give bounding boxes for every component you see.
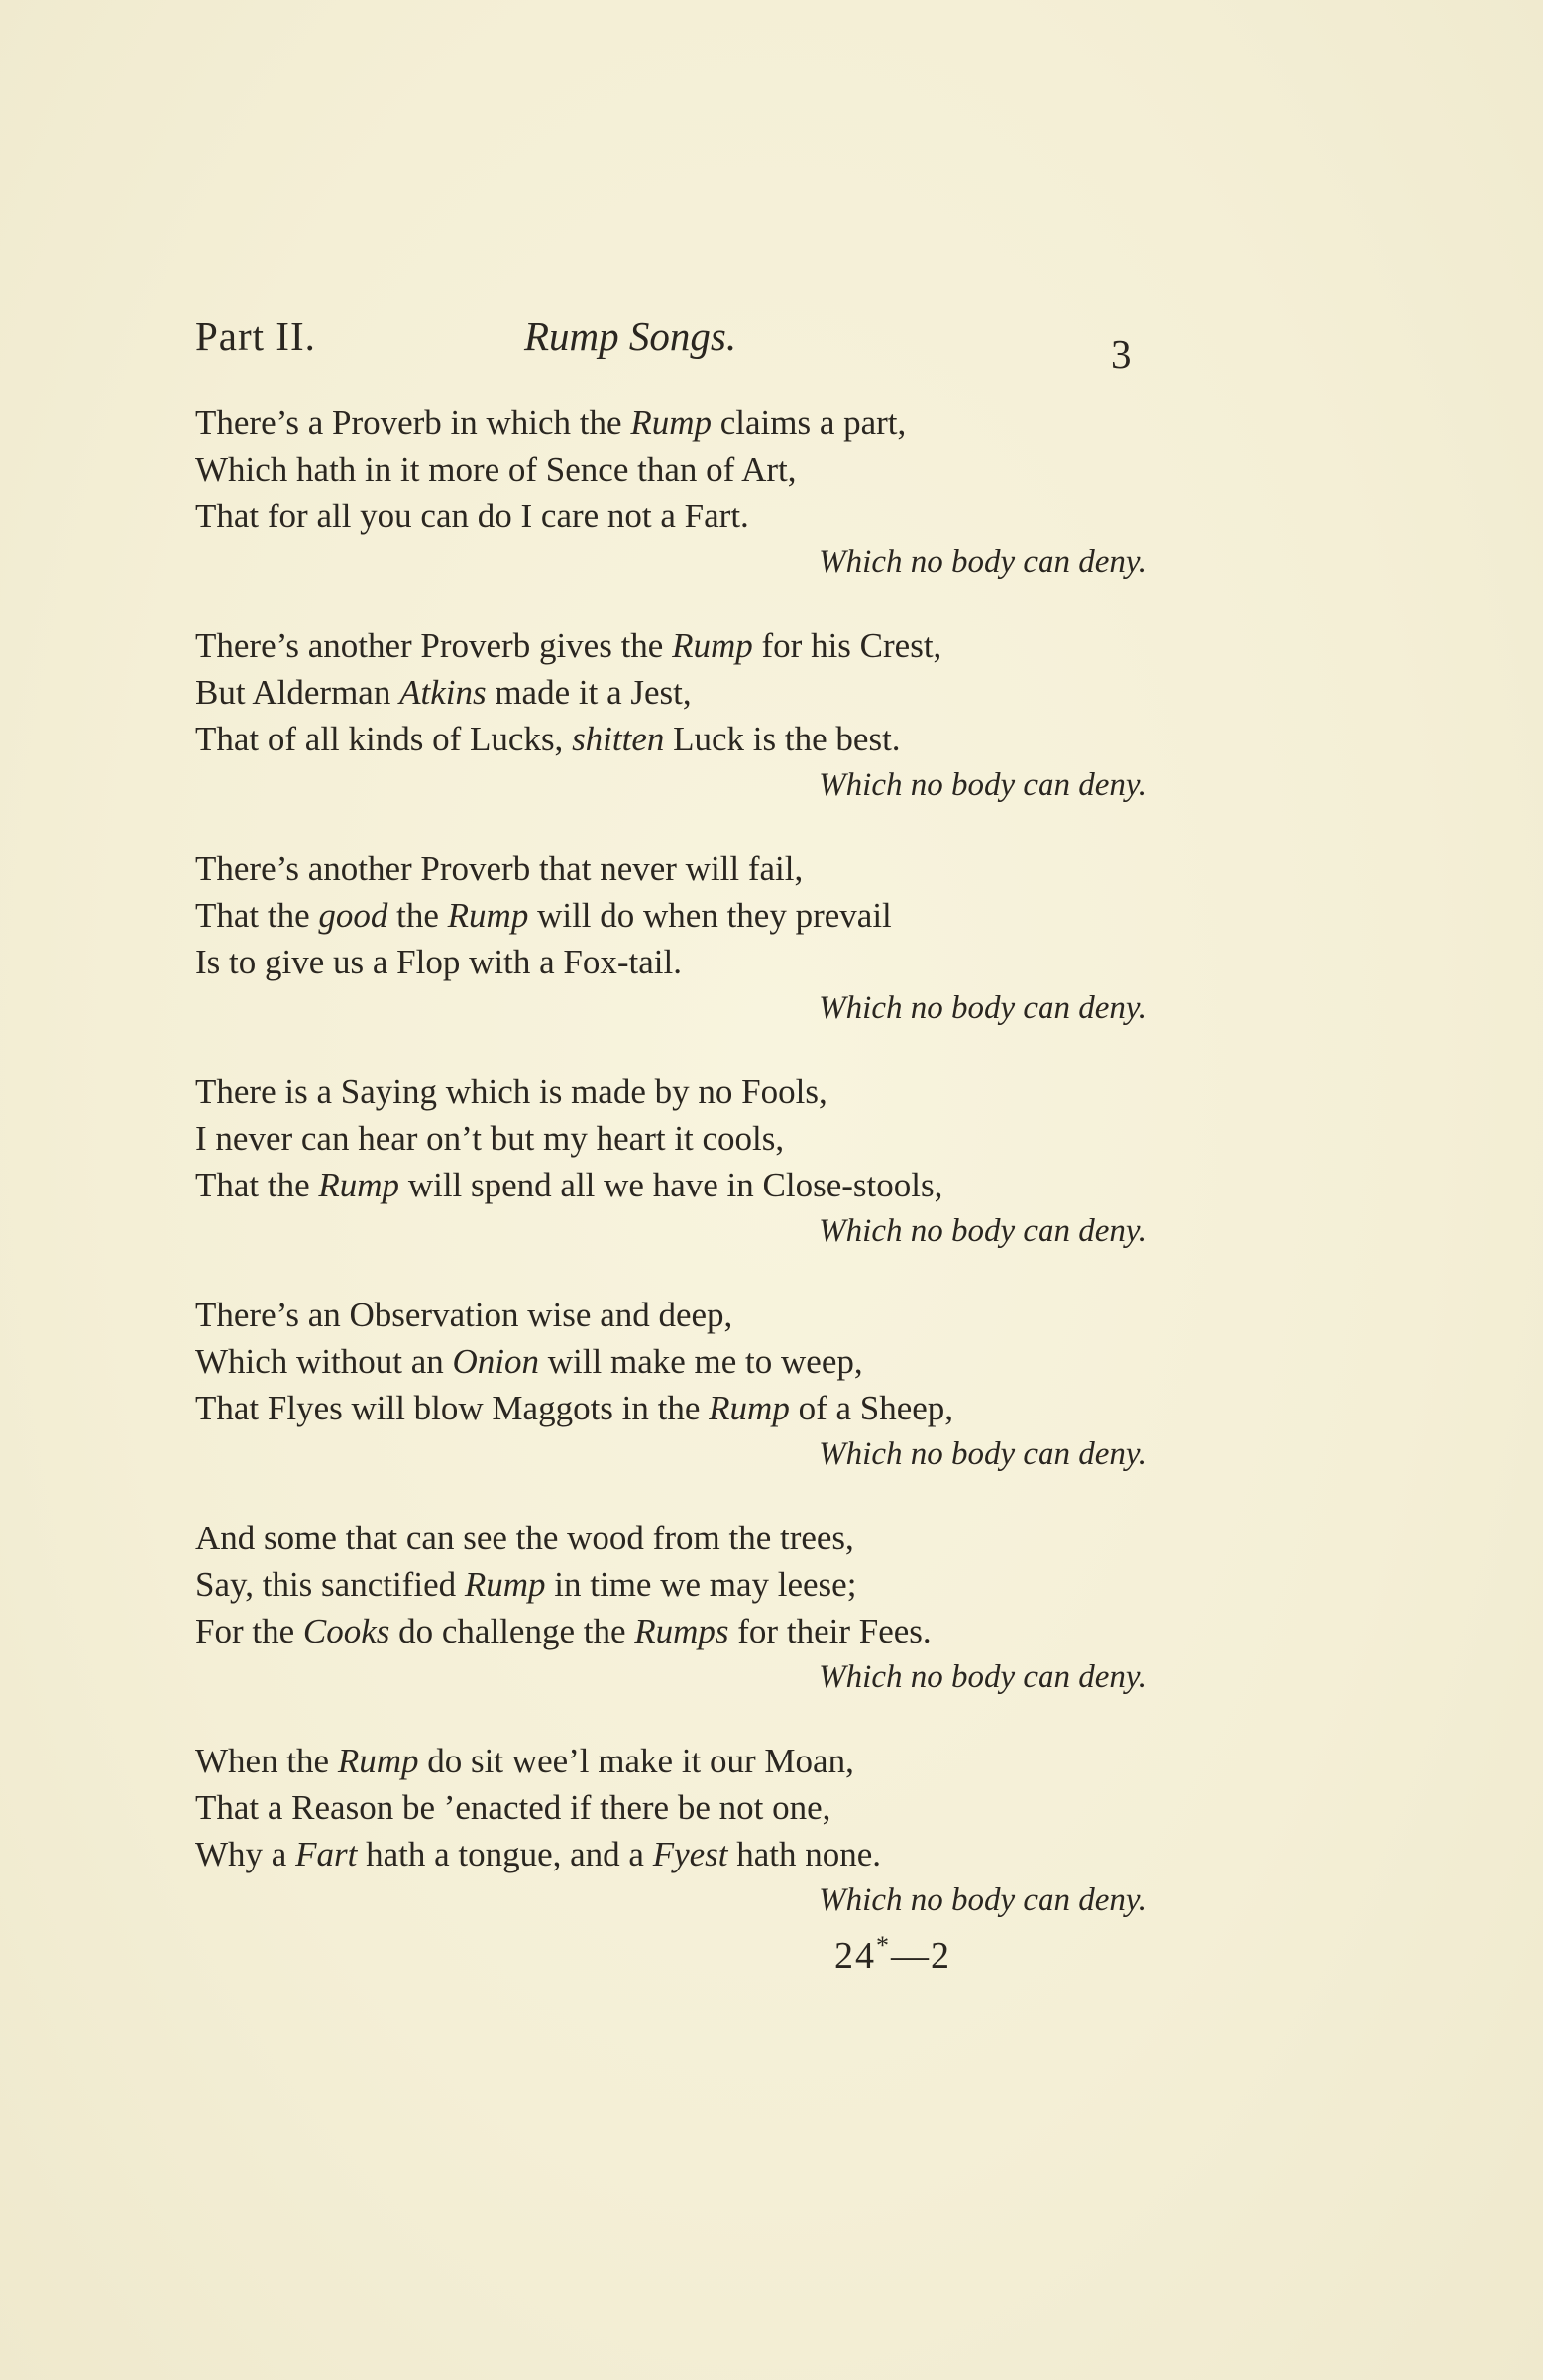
verse-text: of a Sheep, bbox=[789, 1389, 954, 1427]
verse-line bbox=[195, 1784, 1147, 1831]
verse-text: There’s an Observation wise and deep, bbox=[195, 1296, 733, 1334]
refrain-line bbox=[195, 1431, 1147, 1478]
page-number: 3 bbox=[1111, 331, 1132, 377]
stanza-1 bbox=[195, 399, 1147, 586]
verse-line bbox=[195, 1069, 1147, 1115]
verse-line bbox=[195, 716, 1147, 762]
signature-mark bbox=[834, 1931, 951, 1978]
stanza-2 bbox=[195, 623, 1147, 809]
italic-word: Onion bbox=[452, 1342, 540, 1381]
verse-text: But Alderman bbox=[195, 673, 400, 712]
verse-text: There is a Saying which is made by no Fools, bbox=[195, 1073, 827, 1111]
verse-line bbox=[195, 939, 1147, 985]
verse-line bbox=[195, 669, 1147, 716]
italic-word: shitten bbox=[572, 720, 665, 758]
italic-word: Rump bbox=[447, 896, 529, 935]
verse-text: There’s a Proverb in which the bbox=[195, 403, 631, 442]
verse-line bbox=[195, 1115, 1147, 1162]
verse-text: And some that can see the wood from the trees, bbox=[195, 1519, 854, 1557]
verse-line bbox=[195, 892, 1147, 939]
refrain-line bbox=[195, 1654, 1147, 1701]
verse-text: in time we may leese; bbox=[545, 1565, 857, 1604]
verse-text: Which hath in it more of Sence than of Art, bbox=[195, 450, 797, 489]
italic-word: Rump bbox=[464, 1565, 546, 1604]
refrain-line bbox=[195, 1208, 1147, 1255]
refrain-line bbox=[195, 762, 1147, 809]
verse-text: That the bbox=[195, 896, 319, 935]
running-header bbox=[195, 312, 1137, 377]
verse-text: will make me to weep, bbox=[539, 1342, 863, 1381]
italic-word: Rump bbox=[709, 1389, 790, 1427]
verse-text: the bbox=[387, 896, 448, 935]
verse-text: That for all you can do I care not a Fart. bbox=[195, 497, 749, 535]
refrain-line bbox=[195, 1877, 1147, 1924]
verse-text: There’s another Proverb gives the bbox=[195, 626, 673, 665]
verse-line bbox=[195, 399, 1147, 446]
verse-text: will do when they prevail bbox=[528, 896, 892, 935]
italic-word: Cooks bbox=[302, 1612, 390, 1650]
verse-line bbox=[195, 1515, 1147, 1561]
verse-text: That the bbox=[195, 1166, 319, 1204]
refrain-text: Which no body can deny. bbox=[819, 1659, 1147, 1695]
italic-word: Rump bbox=[337, 1742, 419, 1780]
stanza-5 bbox=[195, 1292, 1147, 1478]
verse-line bbox=[195, 1292, 1147, 1338]
stanza-3 bbox=[195, 846, 1147, 1032]
italic-word: good bbox=[318, 896, 388, 935]
verse-line bbox=[195, 846, 1147, 892]
verse-text: That Flyes will blow Maggots in the bbox=[195, 1389, 710, 1427]
verse-line bbox=[195, 1608, 1147, 1654]
part-label: Part II. bbox=[195, 313, 316, 359]
stanza-7 bbox=[195, 1738, 1147, 1924]
italic-word: Rump bbox=[672, 626, 753, 665]
refrain-text: Which no body can deny. bbox=[819, 990, 1147, 1026]
italic-word: Rump bbox=[630, 403, 712, 442]
refrain-line bbox=[195, 985, 1147, 1032]
verse-text: do challenge the bbox=[389, 1612, 635, 1650]
verse-text: Say, this sanctified bbox=[195, 1565, 465, 1604]
verse-text: There’s another Proverb that never will fail, bbox=[195, 850, 804, 888]
italic-word: Rumps bbox=[634, 1612, 729, 1650]
verse-text: When the bbox=[195, 1742, 338, 1780]
verse-line bbox=[195, 1561, 1147, 1608]
verse-line bbox=[195, 1385, 1147, 1431]
verse-line bbox=[195, 1162, 1147, 1208]
verse-line bbox=[195, 623, 1147, 669]
signature-number: 24 bbox=[834, 1935, 876, 1977]
italic-word: Fart bbox=[295, 1835, 358, 1873]
verse-text: Which without an bbox=[195, 1342, 453, 1381]
stanza-6 bbox=[195, 1515, 1147, 1701]
verse-text: Why a bbox=[195, 1835, 296, 1873]
refrain-line bbox=[195, 539, 1147, 586]
verse-text: hath a tongue, and a bbox=[357, 1835, 653, 1873]
verse-text: For the bbox=[195, 1612, 303, 1650]
refrain-text: Which no body can deny. bbox=[819, 1213, 1147, 1249]
signature-suffix: —2 bbox=[891, 1935, 951, 1977]
verse-line bbox=[195, 1338, 1147, 1385]
verse-line bbox=[195, 1831, 1147, 1877]
verse-text: for their Fees. bbox=[728, 1612, 932, 1650]
verse-text: do sit wee’l make it our Moan, bbox=[418, 1742, 854, 1780]
verse-text: made it a Jest, bbox=[486, 673, 692, 712]
verse-text: claims a part, bbox=[711, 403, 907, 442]
verse-line bbox=[195, 446, 1147, 493]
verse-text: Is to give us a Flop with a Fox-tail. bbox=[195, 943, 682, 981]
refrain-text: Which no body can deny. bbox=[819, 767, 1147, 803]
refrain-text: Which no body can deny. bbox=[819, 1882, 1147, 1918]
italic-word: Rump bbox=[318, 1166, 400, 1204]
verse-text: That a Reason be ’enacted if there be not one, bbox=[195, 1788, 831, 1827]
refrain-text: Which no body can deny. bbox=[819, 1436, 1147, 1472]
verse-text: I never can hear on’t but my heart it cools, bbox=[195, 1119, 785, 1158]
italic-word: Atkins bbox=[399, 673, 487, 712]
verse-text: will spend all we have in Close-stools, bbox=[399, 1166, 943, 1204]
verse-line bbox=[195, 1738, 1147, 1784]
stanza-4 bbox=[195, 1069, 1147, 1255]
refrain-text: Which no body can deny. bbox=[819, 544, 1147, 580]
signature-asterisk: * bbox=[876, 1931, 891, 1960]
italic-word: Fyest bbox=[652, 1835, 728, 1873]
running-title: Rump Songs. bbox=[524, 313, 737, 359]
verse-text: That of all kinds of Lucks, bbox=[195, 720, 573, 758]
verse-line bbox=[195, 493, 1147, 539]
verse-text: hath none. bbox=[727, 1835, 882, 1873]
verse-text: for his Crest, bbox=[752, 626, 942, 665]
verse-text: Luck is the best. bbox=[664, 720, 901, 758]
